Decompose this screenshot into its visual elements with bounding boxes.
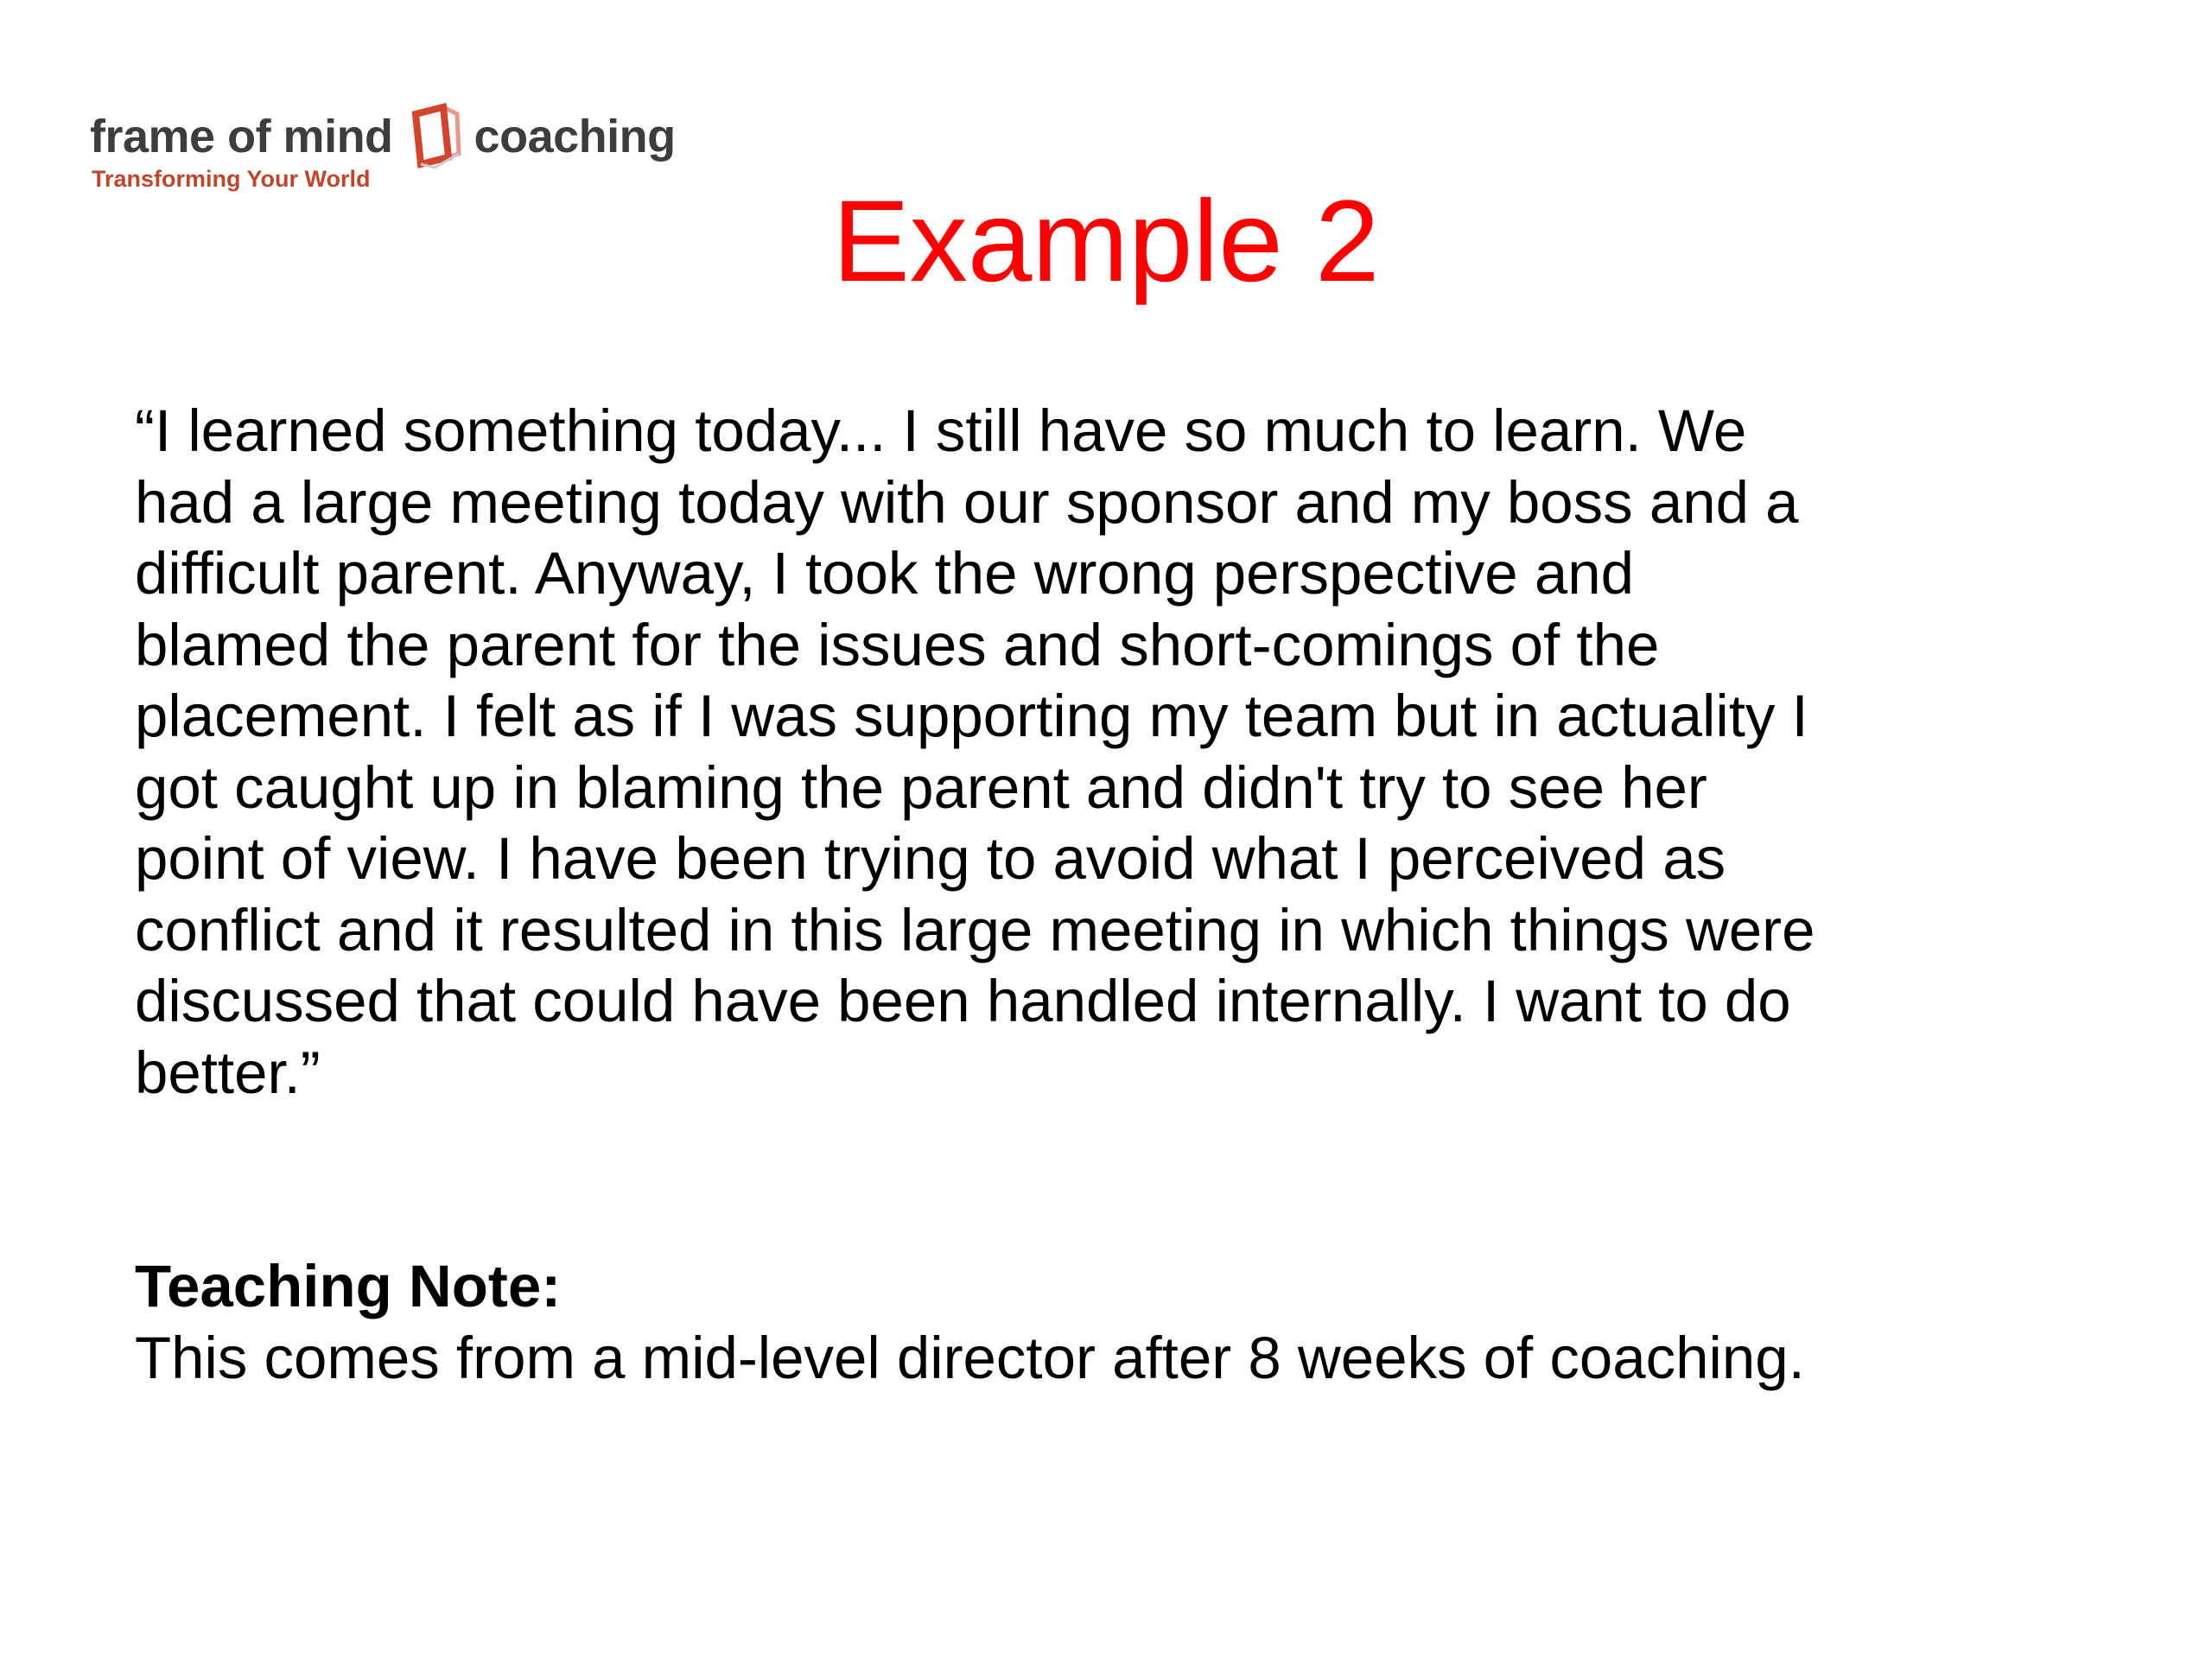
quote-line: conflict and it resulted in this large meeting in which things were <box>135 896 1815 963</box>
quote-line: placement. I felt as if I was supporting my team but in actuality I <box>135 683 1808 749</box>
quote-block <box>135 396 2122 1109</box>
frame-logo-icon <box>409 102 464 171</box>
teaching-note-heading: Teaching Note: <box>135 1253 562 1319</box>
logo-name-left: frame of mind <box>90 111 393 162</box>
quote-line: difficult parent. Anyway, I took the wrong perspective and <box>135 540 1634 607</box>
slide-title: Example 2 <box>832 177 1380 306</box>
logo-wordmark <box>90 102 676 171</box>
quote-line: had a large meeting today with our sponsor and my boss and a <box>135 468 1799 536</box>
teaching-note-text: This comes from a mid-level director after 8 weeks of coaching. <box>135 1324 1805 1391</box>
quote-line: “I learned something today... I still have so much to learn. We <box>135 397 1747 464</box>
logo-name-right: coaching <box>474 111 676 162</box>
logo-tagline: Transforming Your World <box>92 166 371 192</box>
quote-line: discussed that could have been handled internally. I want to do <box>135 968 1791 1034</box>
quote-line: blamed the parent for the issues and short-comings of the <box>135 611 1660 678</box>
slide-body <box>135 396 2122 1394</box>
quote-line: got caught up in blaming the parent and didn't try to see her <box>135 753 1707 821</box>
quote-line: better.” <box>135 1039 321 1106</box>
quote-line: point of view. I have been trying to avoid what I perceived as <box>135 825 1726 892</box>
